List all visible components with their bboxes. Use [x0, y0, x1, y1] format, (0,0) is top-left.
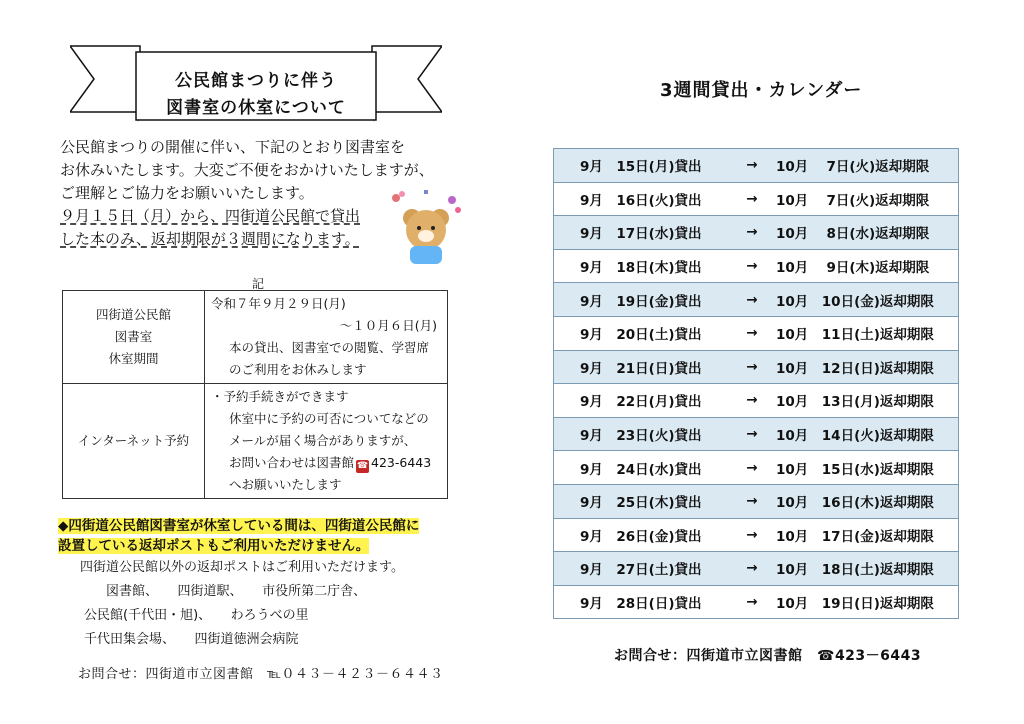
lend-date: 9月 16日(火)貸出 — [580, 192, 702, 209]
calendar-cell-content — [554, 485, 958, 518]
arrow-icon: → — [746, 493, 758, 510]
label-line: 四街道公民館 — [95, 307, 171, 322]
arrow-icon: → — [746, 258, 758, 275]
contact-footer-left: お問合せ：四街道市立図書館 ℡０４３－４２３－６４４３ — [78, 667, 444, 682]
lend-date: 9月 28日(日)貸出 — [580, 596, 702, 613]
post-row — [84, 604, 404, 628]
calendar-row — [554, 417, 959, 451]
lend-date: 9月 17日(水)貸出 — [580, 226, 702, 243]
post-row — [84, 628, 404, 652]
calendar-cell — [554, 518, 959, 552]
return-deadline: 10月 17日(金)返却期限 — [776, 528, 934, 545]
return-deadline: 10月 9日(木)返却期限 — [776, 260, 930, 277]
calendar-row — [554, 350, 959, 384]
arrow-icon: → — [746, 291, 758, 308]
calendar-cell-content — [554, 351, 958, 384]
calendar-row — [554, 316, 959, 350]
calendar-cell — [554, 182, 959, 216]
arrow-icon: → — [746, 190, 758, 207]
lend-date: 9月 18日(木)貸出 — [580, 260, 702, 277]
table-row — [63, 291, 448, 384]
calendar-cell-content — [554, 384, 958, 417]
contact-text: お問い合わせは図書館 — [229, 455, 355, 470]
return-deadline: 10月 12日(日)返却期限 — [776, 360, 934, 377]
post-location: 千代田集会場、 — [84, 632, 169, 647]
table-row — [63, 384, 448, 499]
closure-end-date: ～１０月６日(月) — [339, 318, 437, 333]
lend-date: 9月 21日(日)貸出 — [580, 360, 702, 377]
calendar-cell — [554, 552, 959, 586]
notice-line: ◆四街道公民館図書室が休室している間は、四街道公民館に — [58, 518, 420, 534]
banner-line-1: 公民館まつりに伴う — [175, 71, 337, 91]
post-location: 四街道駅、 — [177, 584, 237, 599]
arrow-icon: → — [746, 224, 758, 241]
calendar-cell-content — [554, 552, 958, 585]
reservation-line: 休室中に予約の可否についてなどの — [229, 411, 429, 426]
return-deadline: 10月 13日(月)返却期限 — [776, 394, 934, 411]
intro-line: お休みいたします。大変ご不便をおかけいたしますが、 — [60, 161, 434, 179]
lend-date: 9月 23日(火)貸出 — [580, 428, 702, 445]
calendar-cell-content — [554, 586, 958, 619]
calendar-cell — [554, 350, 959, 384]
calendar-cell — [554, 216, 959, 250]
calendar-cell — [554, 249, 959, 283]
return-post-notice — [58, 516, 478, 556]
lend-date: 9月 19日(金)貸出 — [580, 293, 702, 310]
intro-underlined-line: した本のみ、返却期限が３週間になります。 — [60, 230, 360, 248]
reservation-line: メールが届く場合がありますが、 — [229, 433, 417, 448]
closure-period-value — [205, 291, 448, 384]
lend-date: 9月 15日(月)貸出 — [580, 159, 702, 176]
arrow-icon: → — [746, 594, 758, 611]
calendar-row — [554, 552, 959, 586]
calendar-row — [554, 182, 959, 216]
return-deadline: 10月 7日(火)返却期限 — [776, 159, 930, 176]
calendar-cell — [554, 417, 959, 451]
return-post-list — [80, 556, 404, 652]
arrow-icon: → — [746, 560, 758, 577]
lend-date: 9月 26日(金)貸出 — [580, 528, 702, 545]
internet-reservation-value — [205, 384, 448, 499]
calendar-cell — [554, 149, 959, 183]
arrow-icon: → — [746, 526, 758, 543]
calendar-cell — [554, 316, 959, 350]
closure-desc: のご利用をお休みします — [229, 362, 367, 377]
closure-period-label — [63, 291, 205, 384]
return-deadline: 10月 14日(火)返却期限 — [776, 428, 934, 445]
ki-heading: 記 — [252, 277, 265, 291]
post-row — [84, 580, 404, 604]
phone-number: 423-6443 — [371, 455, 432, 470]
post-location: 公民館(千代田・旭)、 — [84, 608, 205, 623]
calendar-cell — [554, 585, 959, 619]
calendar-cell-content — [554, 149, 958, 182]
calendar-title: 3週間貸出・カレンダー — [660, 80, 863, 101]
lend-date: 9月 27日(土)貸出 — [580, 562, 702, 579]
notice-line: 設置している返却ポストもご利用いただけません。 — [58, 538, 370, 554]
calendar-cell — [554, 484, 959, 518]
arrow-icon: → — [746, 157, 758, 174]
return-deadline: 10月 18日(土)返却期限 — [776, 562, 934, 579]
calendar-cell-content — [554, 250, 958, 283]
calendar-row — [554, 585, 959, 619]
calendar-row — [554, 518, 959, 552]
calendar-cell — [554, 283, 959, 317]
calendar-cell-content — [554, 283, 958, 316]
reservation-line: ・予約手続きができます — [211, 389, 349, 404]
calendar-cell-content — [554, 216, 958, 249]
bear-illustration — [386, 186, 466, 266]
ribbon-banner — [70, 40, 442, 130]
calendar-cell-content — [554, 418, 958, 451]
calendar-cell — [554, 451, 959, 485]
label-line: 休室期間 — [108, 351, 159, 366]
calendar-cell-content — [554, 519, 958, 552]
calendar-cell-content — [554, 317, 958, 350]
return-deadline: 10月 10日(金)返却期限 — [776, 293, 934, 310]
calendar-row — [554, 451, 959, 485]
calendar-cell-content — [554, 451, 958, 484]
calendar-row — [554, 149, 959, 183]
post-location: 図書館、 — [106, 584, 152, 599]
return-deadline: 10月 19日(日)返却期限 — [776, 596, 934, 613]
lend-date: 9月 22日(月)貸出 — [580, 394, 702, 411]
arrow-icon: → — [746, 325, 758, 342]
calendar-cell-content — [554, 183, 958, 216]
lend-date: 9月 25日(木)貸出 — [580, 495, 702, 512]
arrow-icon: → — [746, 426, 758, 443]
post-location: 市役所第二庁舎、 — [262, 584, 367, 599]
calendar-cell — [554, 384, 959, 418]
calendar-row — [554, 216, 959, 250]
post-intro: 四街道公民館以外の返却ポストはご利用いただけます。 — [80, 560, 404, 575]
return-deadline: 10月 16日(木)返却期限 — [776, 495, 934, 512]
intro-line: ご理解とご協力をお願いいたします。 — [60, 184, 314, 202]
lend-date: 9月 24日(水)貸出 — [580, 461, 702, 478]
closure-info-table — [62, 290, 448, 499]
internet-reservation-label: インターネット予約 — [63, 384, 205, 499]
arrow-icon: → — [746, 459, 758, 476]
loan-calendar-table — [553, 148, 959, 619]
reservation-line: へお願いいたします — [229, 477, 342, 492]
contact-footer-right: お問合せ：四街道市立図書館 ☎423－6443 — [614, 648, 922, 664]
calendar-row — [554, 384, 959, 418]
return-deadline: 10月 8日(水)返却期限 — [776, 226, 930, 243]
banner-line-2: 図書室の休室について — [166, 98, 346, 118]
label-line: 図書室 — [114, 329, 153, 344]
post-location: わろうべの里 — [230, 608, 309, 623]
intro-line: 公民館まつりの開催に伴い、下記のとおり図書室を — [60, 138, 406, 156]
arrow-icon: → — [746, 392, 758, 409]
closure-start-date: 令和７年９月２９日(月) — [211, 296, 346, 311]
calendar-row — [554, 249, 959, 283]
post-location: 四街道徳洲会病院 — [194, 632, 299, 647]
calendar-row — [554, 484, 959, 518]
arrow-icon: → — [746, 358, 758, 375]
closure-desc: 本の貸出、図書室での閲覧、学習席 — [229, 340, 430, 355]
lend-date: 9月 20日(土)貸出 — [580, 327, 702, 344]
calendar-row — [554, 283, 959, 317]
reservation-contact-line — [211, 452, 441, 474]
return-deadline: 10月 7日(火)返却期限 — [776, 192, 930, 209]
return-deadline: 10月 11日(土)返却期限 — [776, 327, 934, 344]
return-deadline: 10月 15日(水)返却期限 — [776, 461, 934, 478]
intro-underlined-line: ９月１５日（月）から、四街道公民館で貸出 — [60, 207, 361, 225]
phone-icon: ☎ — [356, 461, 369, 471]
